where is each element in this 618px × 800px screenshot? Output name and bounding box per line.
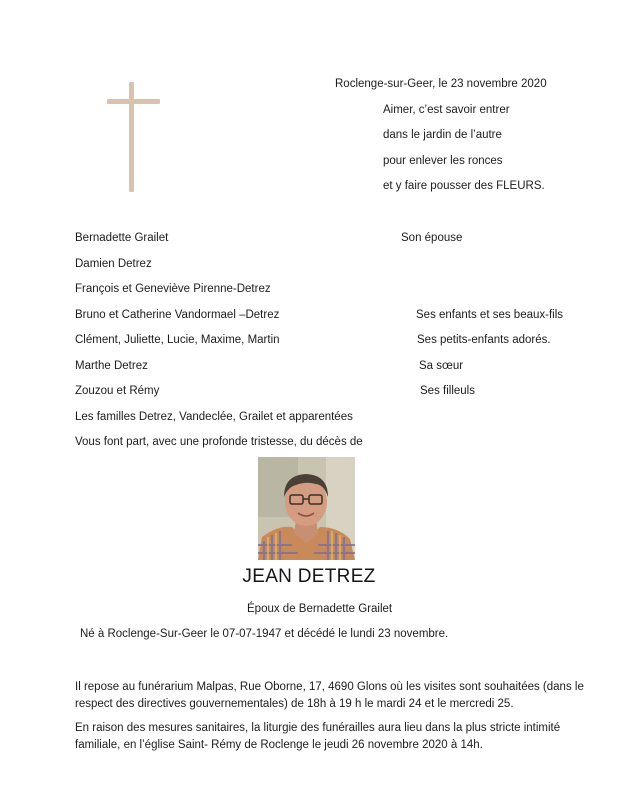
deceased-name: JEAN DETREZ [242,566,376,587]
family-member-name: Clément, Juliette, Lucie, Maxime, Martin [75,334,280,346]
poem-line: pour enlever les ronces [383,155,503,167]
poem-line: dans le jardin de l’autre [383,129,502,141]
family-member-name: Les familles Detrez, Vandeclée, Grailet et apparentées [75,411,353,423]
family-member-relation: Ses filleuls [420,385,475,397]
announcement: Vous font part, avec une profonde tristesse, du décès de [75,436,363,448]
family-member-relation: Sa sœur [419,360,464,372]
family-member-name: Zouzou et Rémy [75,385,160,397]
family-member-name: Damien Detrez [75,258,152,270]
family-member-relation: Ses petits-enfants adorés. [417,334,551,346]
deceased-portrait [258,457,355,560]
birth-death-line: Né à Roclenge-Sur-Geer le 07-07-1947 et décédé le lundi 23 novembre. [80,628,449,640]
poem-line: et y faire pousser des FLEURS. [383,180,545,192]
family-member-relation: Son épouse [401,232,463,244]
family-member-name: François et Geneviève Pirenne-Detrez [75,283,271,295]
cross-horizontal-bar [107,99,160,104]
spouse-line: Époux de Bernadette Grailet [247,603,393,615]
family-member-name: Bernadette Grailet [75,232,169,244]
liturgy-paragraph: En raison des mesures sanitaires, la liturgie des funérailles aura lieu dans la plus stricte intimité familiale, en l’église Saint- Rémy de Roclenge le jeudi 26 novembre 2020 à 14h. [75,722,561,751]
funerarium-paragraph: Il repose au funérarium Malpas, Rue Oborne, 17, 4690 Glons où les visites sont souhaitées (dans le respect des directives gouvernementales) de 18h à 19 h le mardi 24 et le mercredi 25. [75,681,584,710]
place-date: Roclenge-sur-Geer, le 23 novembre 2020 [335,78,547,90]
family-member-relation: Ses enfants et ses beaux-fils [416,309,564,321]
poem-line: Aimer, c’est savoir entrer [383,104,510,116]
family-member-name: Bruno et Catherine Vandormael –Detrez [75,309,280,321]
family-member-name: Marthe Detrez [75,360,148,372]
